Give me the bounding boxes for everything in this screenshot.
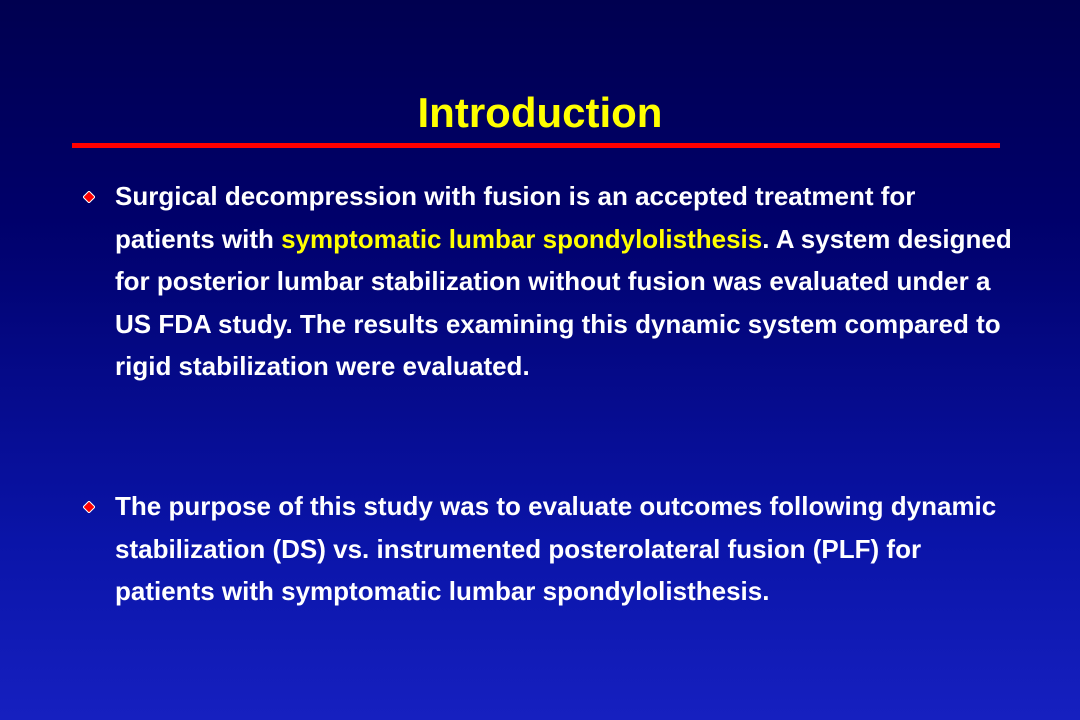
diamond-bullet-icon xyxy=(83,501,95,513)
bullet-paragraph-1 xyxy=(115,175,1015,388)
title-underline xyxy=(72,143,1000,148)
bullet-paragraph-2: The purpose of this study was to evaluate outcomes following dynamic stabilization (DS) vs. instrumented posterolateral fusion (PLF) for patients with symptomatic lumbar spondylolisthesis. xyxy=(115,491,997,606)
bullet-1-text-before: Surgical decompression with fusion is an accepted treatment for patients with xyxy=(115,181,916,254)
diamond-bullet-icon xyxy=(83,191,95,203)
slide-title: Introduction xyxy=(417,89,663,136)
bullet-1-highlight: symptomatic lumbar spondylolisthesis xyxy=(281,223,763,254)
bullet-1-text-after: . A system designed for posterior lumbar stabilization without fusion was evaluated under a US FDA study. The results examining this dynamic system compared to rigid stabilization were evaluated. xyxy=(115,223,1012,381)
